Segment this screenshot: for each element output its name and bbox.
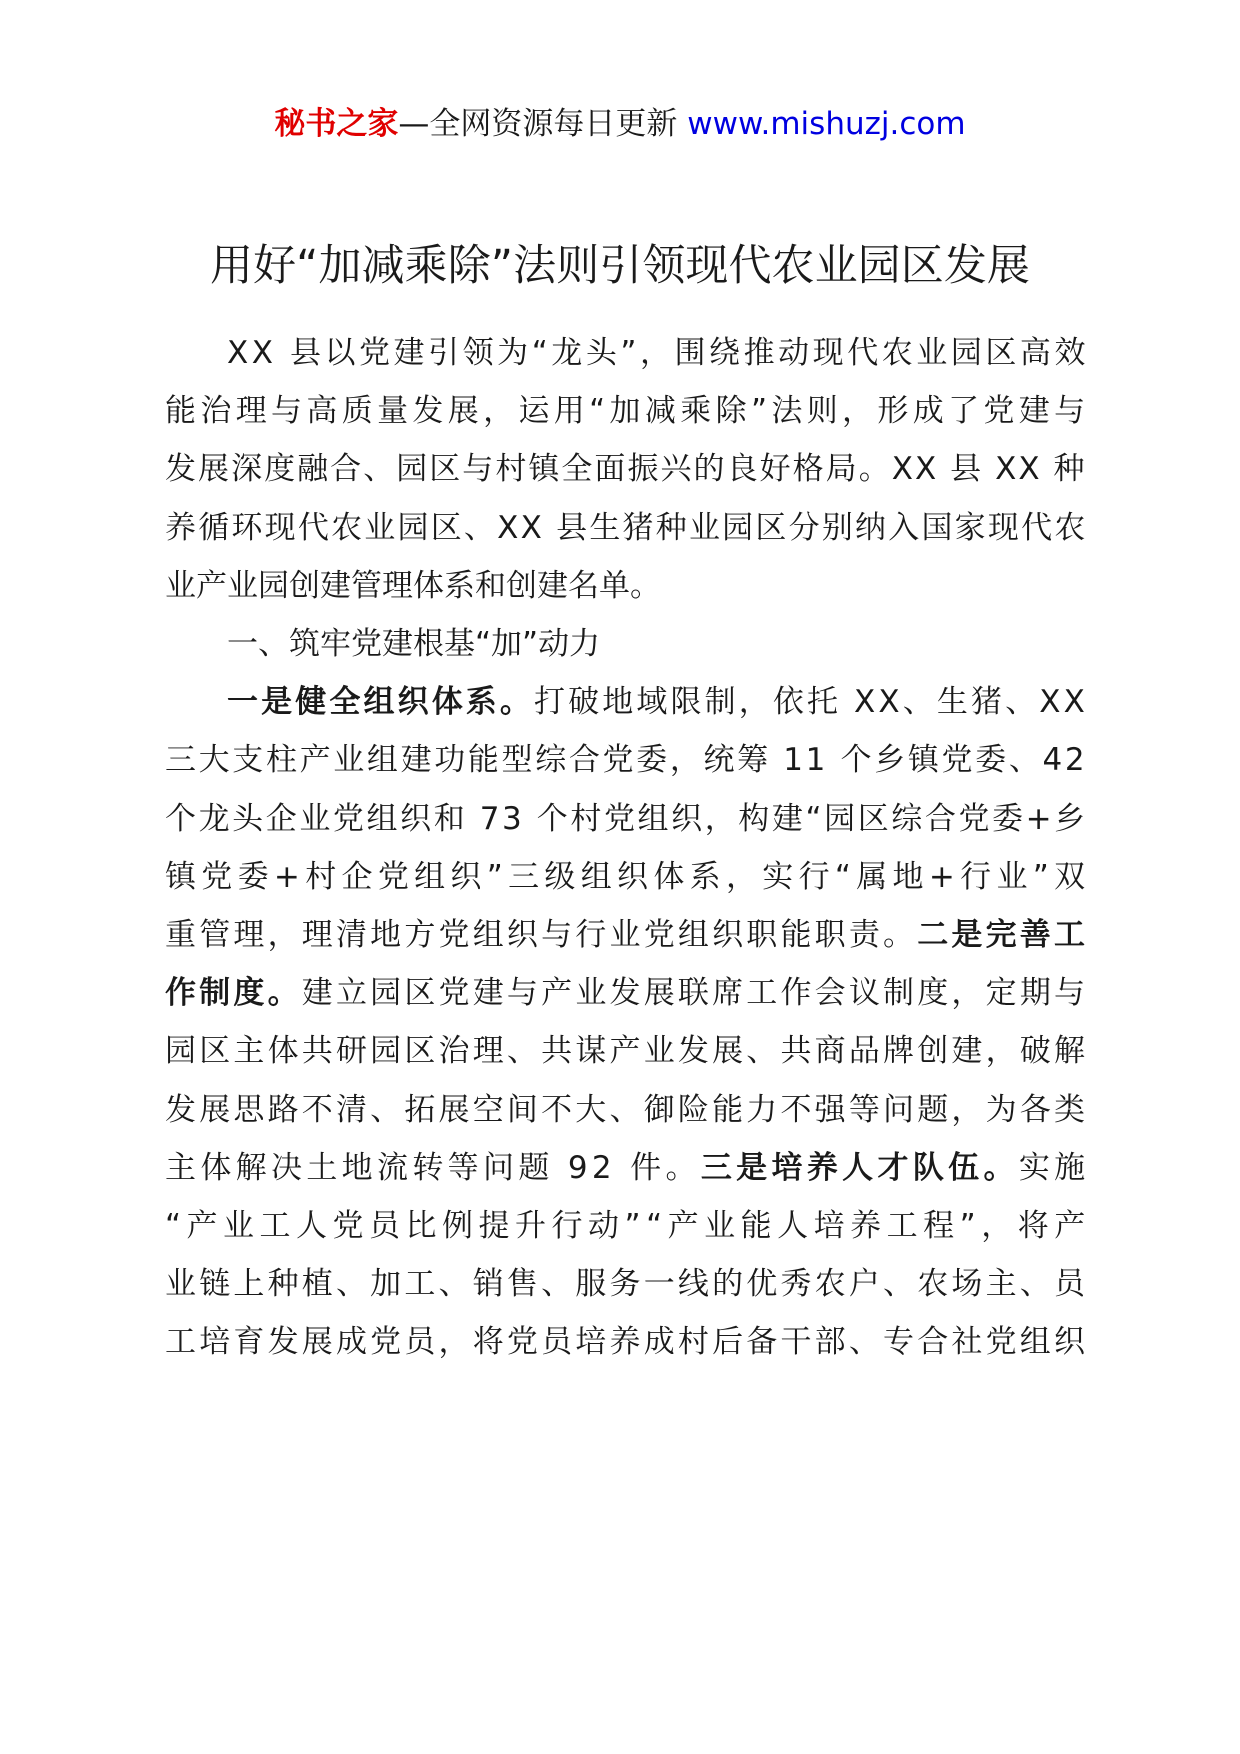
- body-text-span: 养循环现代农业园区、XX 县生猪种业园区分别纳入国家现代农: [165, 509, 1088, 546]
- body-line: [165, 1026, 1088, 1076]
- body-text-span: 发展深度融合、园区与村镇全面振兴的良好格局。XX 县 XX 种: [165, 451, 1087, 488]
- body-line: [165, 735, 1087, 785]
- body-line: [165, 386, 1089, 436]
- body-line: [227, 619, 600, 669]
- body-text-span: 个龙头企业党组织和 73 个村党组织，构建“园区综合党委+乡: [165, 800, 1088, 837]
- body-line: [165, 503, 1088, 553]
- body-text-span: 能治理与高质量发展，运用“加减乘除”法则，形成了党建与: [165, 393, 1090, 430]
- body-line: [165, 444, 1087, 494]
- document-title: 用好“加减乘除”法则引领现代农业园区发展: [210, 241, 1030, 291]
- body-line: [165, 1143, 1090, 1193]
- body-text-span: 重管理，理清地方党组织与行业党组织职能职责。: [165, 917, 918, 953]
- body-line: [165, 1085, 1088, 1135]
- body-text-span: 实施: [1018, 1149, 1090, 1186]
- body-text-span: 建立园区党建与产业发展联席工作会议制度，定期与: [301, 975, 1089, 1012]
- body-text-span: 打破地域限制，依托 XX、生猪、XX: [534, 684, 1088, 721]
- body-text-span: “产业工人党员比例提升行动”“产业能人培养工程”，将产: [165, 1208, 1091, 1244]
- bold-lead-text: 三是培养人才队伍。: [700, 1149, 1019, 1186]
- body-text-span: 工培育发展成党员，将党员培养成村后备干部、专合社党组织: [165, 1324, 1089, 1361]
- body-line: [165, 1259, 1088, 1309]
- body-text-span: 发展思路不清、拓展空间不大、御险能力不强等问题，为各类: [165, 1091, 1089, 1128]
- bold-lead-text: 一是健全组织体系。: [227, 684, 535, 721]
- body-line: [227, 328, 1089, 378]
- bold-lead-text: 作制度。: [165, 975, 302, 1012]
- site-url-link[interactable]: www.mishuzj.com: [687, 106, 966, 142]
- body-line: [165, 561, 661, 611]
- body-line: [165, 910, 1088, 960]
- body-line: [165, 852, 1090, 902]
- body-line: [165, 794, 1088, 844]
- bold-lead-text: 二是完善工: [917, 917, 1089, 953]
- body-text-span: 一、筑牢党建根基“加”动力: [227, 626, 601, 662]
- site-brand: 秘书之家: [274, 106, 399, 142]
- body-line: [165, 1201, 1091, 1251]
- body-text-span: XX 县以党建引领为“龙头”，围绕推动现代农业园区高效: [227, 335, 1089, 371]
- body-text-span: 业链上种植、加工、销售、服务一线的优秀农户、农场主、员: [165, 1266, 1089, 1303]
- body-line: [165, 1317, 1088, 1367]
- body-text-span: 园区主体共研园区治理、共谋产业发展、共商品牌创建，破解: [165, 1033, 1089, 1070]
- body-line: [227, 677, 1088, 727]
- body-text-span: 主体解决土地流转等问题 92 件。: [165, 1149, 701, 1186]
- body-text-span: 业产业园创建管理体系和创建名单。: [165, 567, 661, 604]
- body-text-span: 镇党委+村企党组织”三级组织体系，实行“属地+行业”双: [165, 858, 1091, 895]
- site-header: [0, 98, 1240, 150]
- site-slogan: —全网资源每日更新: [398, 106, 678, 142]
- body-text-span: 三大支柱产业组建功能型综合党委，统筹 11 个乡镇党委、42: [165, 742, 1088, 779]
- body-line: [165, 968, 1088, 1018]
